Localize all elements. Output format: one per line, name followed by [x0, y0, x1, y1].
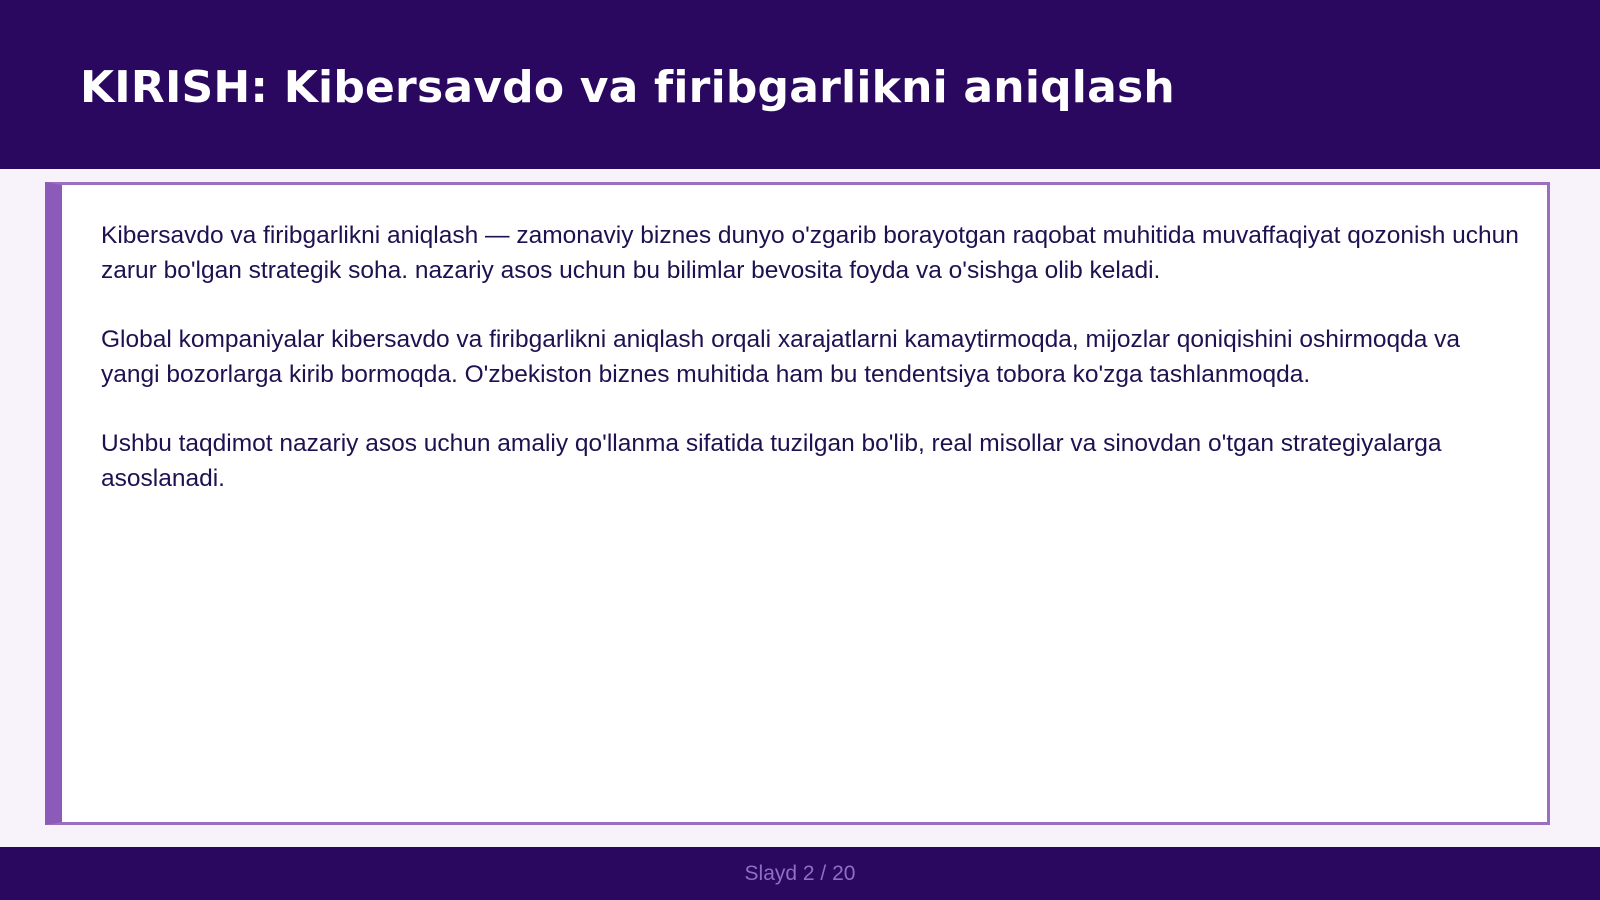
paragraph-3: Ushbu taqdimot nazariy asos uchun amaliy qo'llanma sifatida tuzilgan bo'lib, real misollar va sinovdan o'tgan strategiyalarga asoslanadi.: [101, 430, 1442, 492]
title-bar: [0, 0, 1600, 169]
paragraph-1: Kibersavdo va firibgarlikni aniqlash — zamonaviy biznes dunyo o'zgarib borayotgan raqobat muhitida muvaffaqiyat qozonish uchun zarur bo'lgan strategik soha. nazariy asos uchun bu bilimlar bevosita foyda va o'sishga olib keladi.: [101, 222, 1519, 284]
slide-title: KIRISH: Kibersavdo va firibgarlikni aniqlash: [80, 62, 1175, 113]
content-card: [45, 182, 1550, 825]
footer-bar: [0, 847, 1600, 900]
slide-counter: Slayd 2 / 20: [744, 862, 856, 885]
paragraph-2: Global kompaniyalar kibersavdo va firibgarlikni aniqlash orqali xarajatlarni kamaytirmoqda, mijozlar qoniqishini oshirmoqda va yangi bozorlarga kirib bormoqda. O'zbekiston biznes muhitida ham bu tendentsiya tobora ko'zga tashlanmoqda.: [101, 326, 1461, 388]
body-text: [101, 218, 1521, 530]
